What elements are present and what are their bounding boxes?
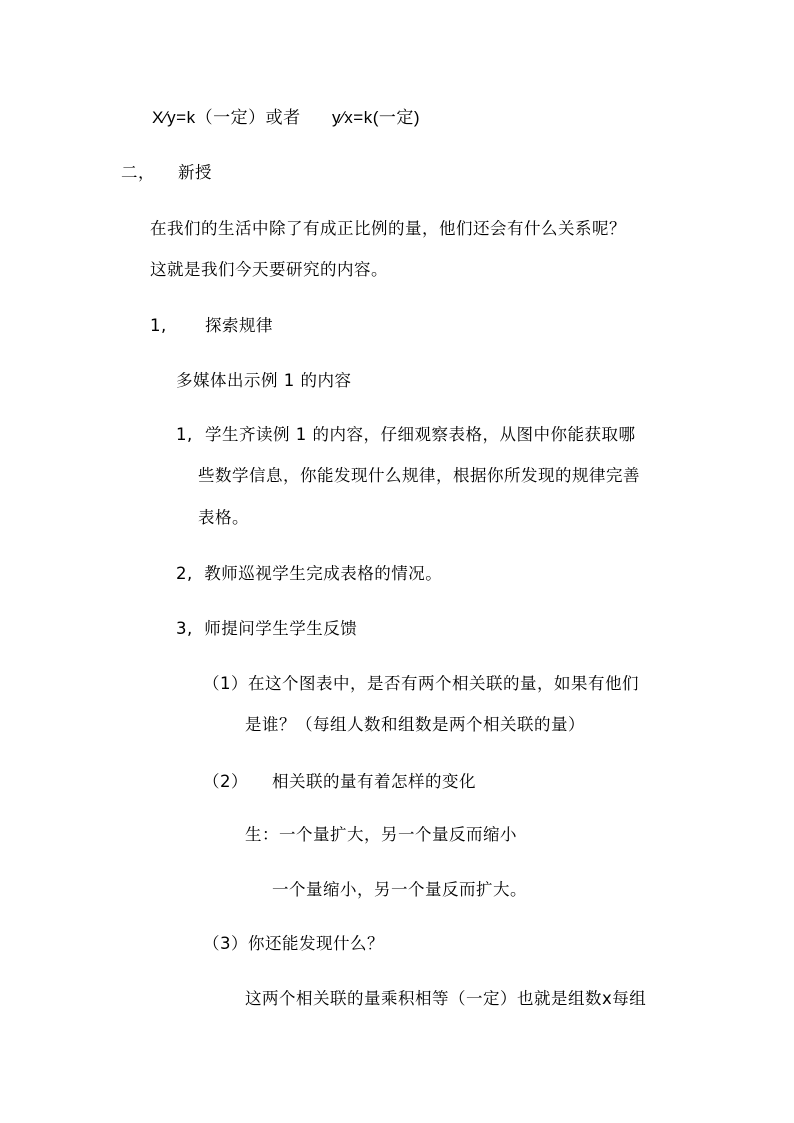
step1-line-2 bbox=[198, 465, 640, 487]
step1-text-1: 学生齐读例 1 的内容，仔细观察表格，从图中你能获取哪 bbox=[205, 425, 636, 444]
question3-line bbox=[203, 933, 384, 955]
section-number bbox=[121, 162, 155, 184]
section-number-text: 二， bbox=[121, 163, 155, 182]
subsection-number bbox=[150, 315, 167, 337]
intro-line-1 bbox=[150, 218, 626, 240]
step1-text-3: 表格。 bbox=[198, 508, 249, 527]
subsection-number-text: 1, bbox=[150, 316, 167, 335]
answer-text-2: 一个量缩小，另一个量反而扩大。 bbox=[272, 880, 527, 899]
answer-line-1 bbox=[245, 824, 517, 846]
media-text: 多媒体出示例 1 的内容 bbox=[176, 371, 352, 390]
step1-number bbox=[176, 424, 193, 446]
subsection-title bbox=[205, 315, 273, 337]
question1-text-1: （1）在这个图表中，是否有两个相关联的量，如果有他们 bbox=[203, 674, 639, 693]
formula-line bbox=[152, 107, 420, 129]
question1-line-2 bbox=[245, 714, 585, 736]
step1-line-3 bbox=[198, 507, 249, 529]
media-line bbox=[176, 370, 352, 392]
step2-text: 2, 教师巡视学生完成表格的情况。 bbox=[176, 564, 443, 583]
step2-line bbox=[176, 563, 442, 585]
question1-text-2: 是谁？（每组人数和组数是两个相关联的量） bbox=[245, 715, 585, 734]
subsection-title-text: 探索规律 bbox=[205, 316, 273, 335]
answer-line-2 bbox=[272, 879, 527, 901]
question3-answer-text: 这两个相关联的量乘积相等（一定）也就是组数x每组 bbox=[245, 989, 647, 1008]
question1-line-1 bbox=[203, 673, 639, 695]
question3-text: （3）你还能发现什么？ bbox=[203, 934, 384, 953]
question3-answer-line bbox=[245, 988, 646, 1010]
step3-text: 3, 师提问学生学生反馈 bbox=[176, 619, 358, 638]
question2-number bbox=[203, 771, 248, 793]
intro-line-2 bbox=[150, 259, 388, 281]
step1-number-text: 1, bbox=[176, 425, 193, 444]
step1-line-1 bbox=[205, 424, 636, 446]
step1-text-2: 些数学信息，你能发现什么规律，根据你所发现的规律完善 bbox=[198, 466, 640, 485]
answer-text-1: 生：一个量扩大，另一个量反而缩小 bbox=[245, 825, 517, 844]
question2-text: 相关联的量有着怎样的变化 bbox=[272, 772, 476, 791]
formula-text: X∕y=k（一定）或者 y∕x=k(一定) bbox=[152, 108, 421, 127]
intro-text-1: 在我们的生活中除了有成正比例的量，他们还会有什么关系呢？ bbox=[150, 219, 626, 238]
section-title bbox=[178, 162, 212, 184]
question2-number-text: （2） bbox=[203, 772, 248, 791]
section-title-text: 新授 bbox=[178, 163, 212, 182]
question2-line bbox=[272, 771, 476, 793]
intro-text-2: 这就是我们今天要研究的内容。 bbox=[150, 260, 388, 279]
step3-line bbox=[176, 618, 357, 640]
